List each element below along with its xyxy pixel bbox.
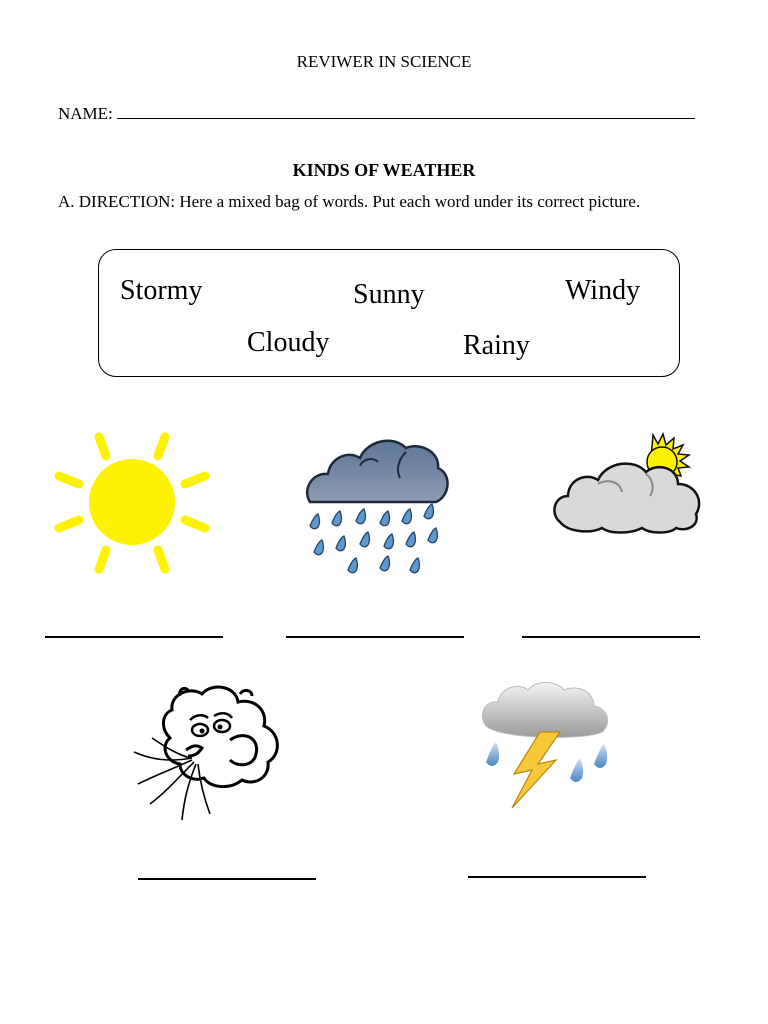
word-bank	[98, 249, 680, 377]
answer-blank-sun[interactable]	[45, 636, 223, 638]
rain-cloud-icon	[300, 430, 455, 580]
answer-blank-storm[interactable]	[468, 876, 646, 878]
answer-blank-windy[interactable]	[138, 878, 316, 880]
word-sunny[interactable]: Sunny	[353, 279, 425, 310]
name-label: NAME:	[58, 104, 113, 123]
word-rainy[interactable]: Rainy	[463, 330, 530, 361]
direction-text: A. DIRECTION: Here a mixed bag of words. Put each word under its correct picture.	[58, 192, 641, 211]
word-windy[interactable]: Windy	[565, 275, 641, 306]
worksheet-title: REVIWER IN SCIENCE	[296, 52, 472, 71]
answer-blank-rain[interactable]	[286, 636, 464, 638]
section-title: KINDS OF WEATHER	[292, 160, 476, 180]
storm-cloud-icon	[478, 680, 623, 815]
name-blank[interactable]	[117, 104, 695, 119]
word-stormy[interactable]: Stormy	[120, 275, 203, 306]
answer-blank-cloudy[interactable]	[522, 636, 700, 638]
sun-icon	[55, 430, 210, 580]
cloudy-icon	[550, 430, 710, 540]
word-cloudy[interactable]: Cloudy	[247, 327, 330, 358]
name-field	[58, 104, 695, 124]
windy-cloud-icon	[130, 680, 295, 825]
